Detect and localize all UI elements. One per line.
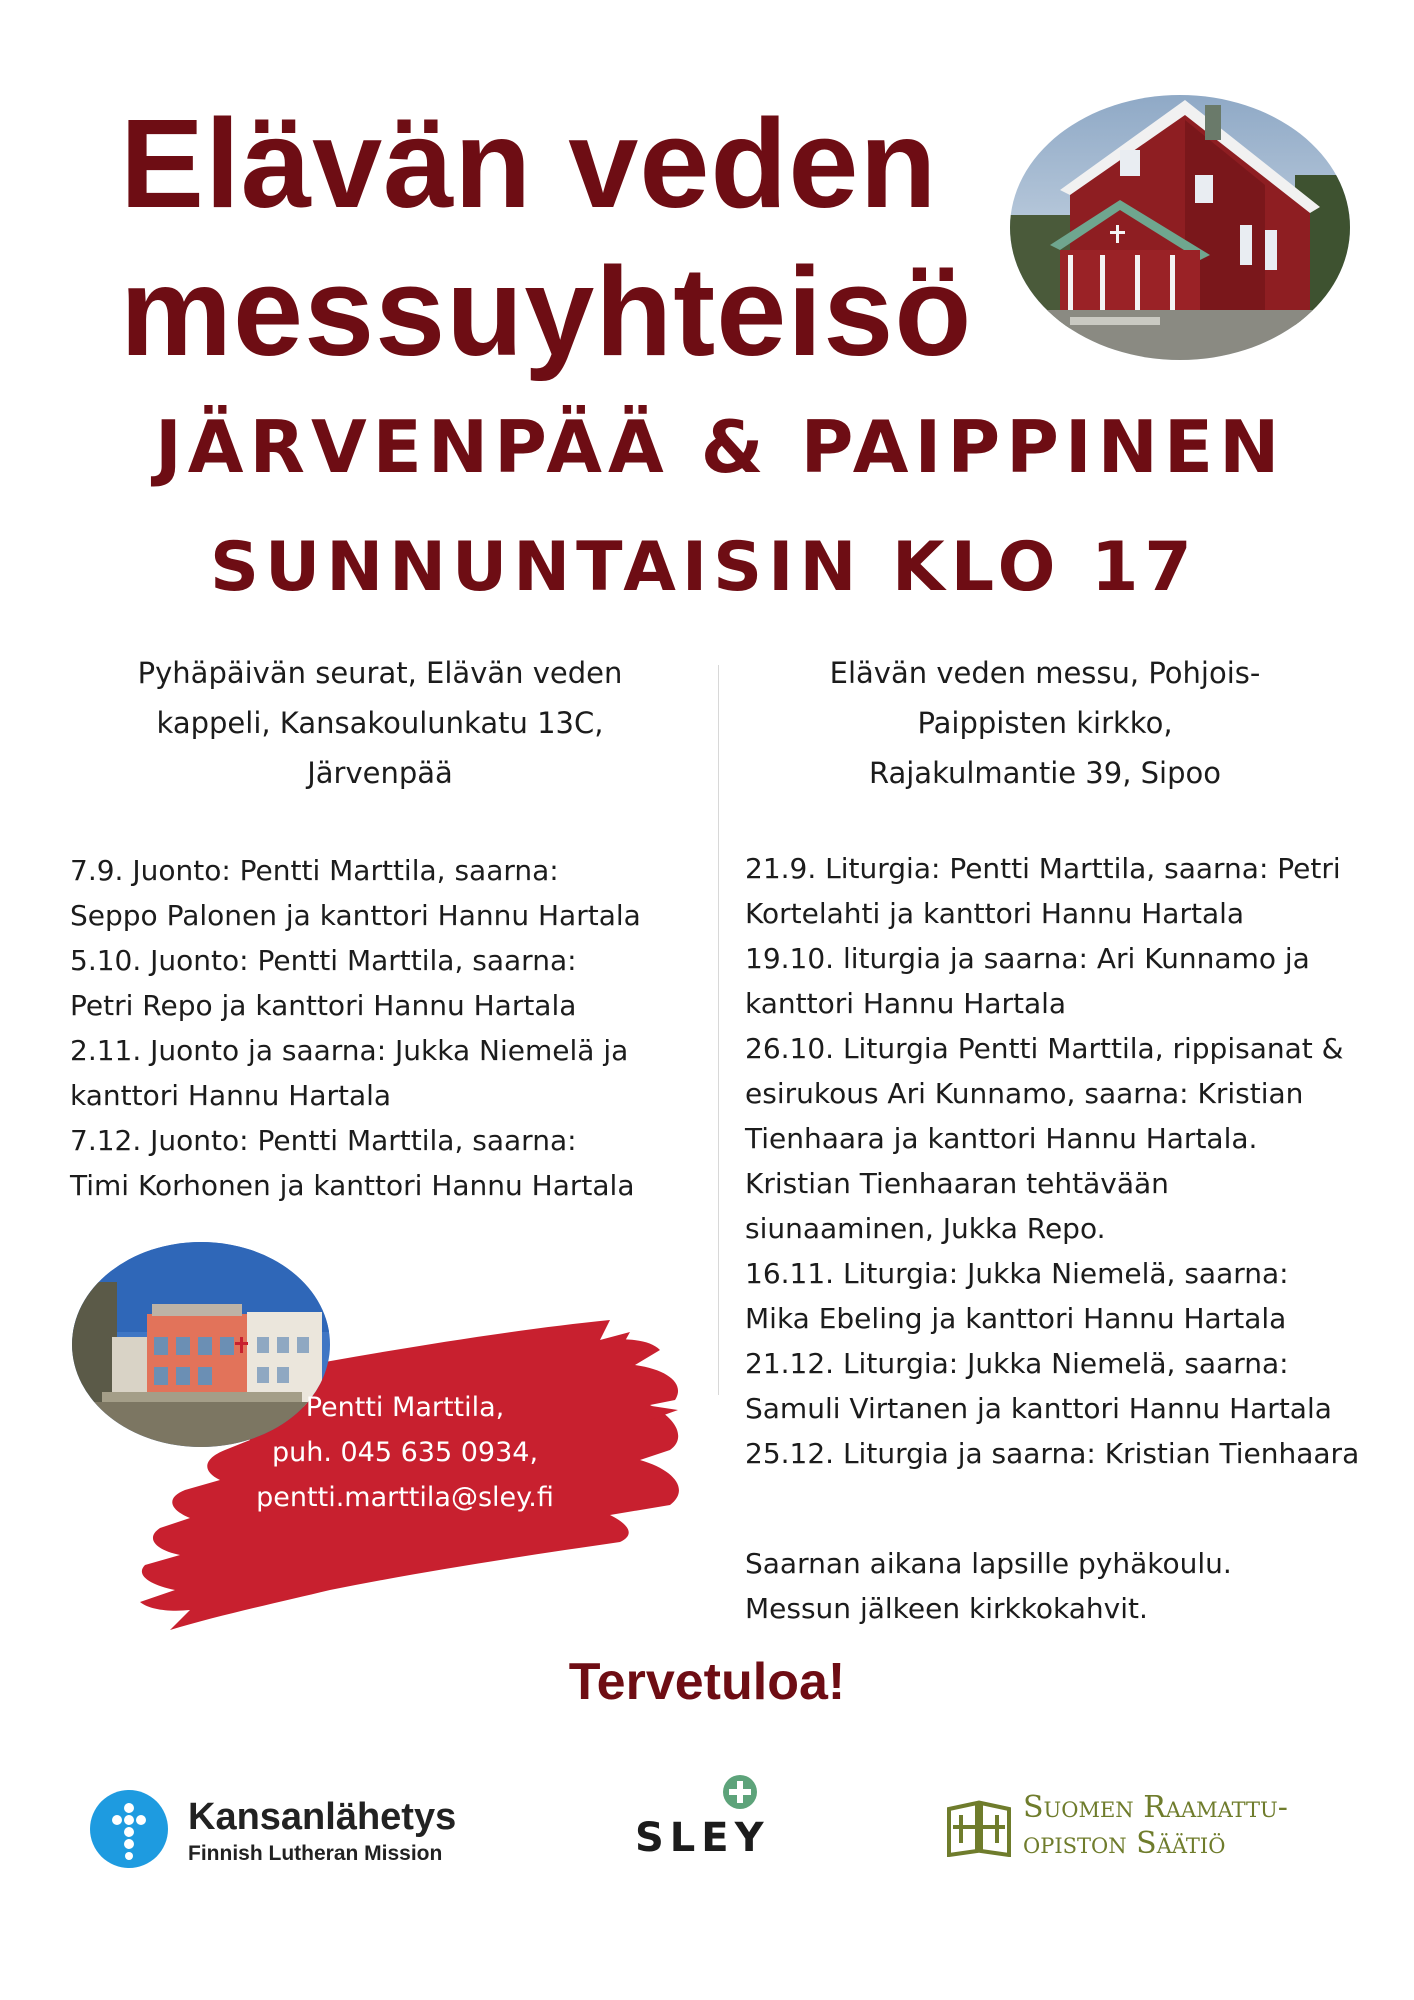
kansanlahetys-subtitle: Finnish Lutheran Mission (188, 1842, 443, 1865)
sley-cross-icon (723, 1775, 757, 1809)
title-line-1: Elävän veden (120, 93, 938, 234)
event-line: Tienhaara ja kanttori Hannu Hartala. (745, 1122, 1258, 1155)
event-line: 21.9. Liturgia: Pentti Marttila, saarna: Petri (745, 852, 1341, 885)
right-notes (745, 1541, 1395, 1631)
left-column (70, 648, 690, 1208)
event-line: Kortelahti ja kanttori Hannu Hartala (745, 897, 1245, 930)
event-line: Petri Repo ja kanttori Hannu Hartala (70, 989, 577, 1022)
raamattuopisto-logo (945, 1790, 1345, 1870)
welcome-text: Tervetuloa! (568, 1653, 846, 1711)
sley-wordmark: SLEY (635, 1815, 770, 1861)
subtitle-locations: JÄRVENPÄÄ & PAIPPINEN (155, 405, 1286, 489)
event-line: Seppo Palonen ja kanttori Hannu Hartala (70, 899, 641, 932)
event-line: 5.10. Juonto: Pentti Marttila, saarna: (70, 944, 577, 977)
column-divider (718, 665, 719, 1395)
right-column (745, 648, 1395, 1631)
right-event-list (745, 846, 1395, 1476)
contact-phone[interactable]: puh. 045 635 0934, (271, 1437, 539, 1468)
event-line: 2.11. Juonto ja saarna: Jukka Niemelä ja (70, 1034, 629, 1067)
contact-email[interactable]: pentti.marttila@sley.fi (256, 1482, 554, 1513)
contact-info (215, 1385, 595, 1520)
right-heading-line: Elävän veden messu, Pohjois- (829, 656, 1261, 690)
right-heading-line: Paippisten kirkko, (917, 706, 1173, 740)
page-title (120, 90, 1020, 386)
note-line: Messun jälkeen kirkkokahvit. (745, 1592, 1148, 1625)
event-line: 25.12. Liturgia ja saarna: Kristian Tienhaara (745, 1437, 1360, 1470)
left-heading-line: kappeli, Kansakoulunkatu 13C, (156, 706, 604, 740)
event-line: Kristian Tienhaaran tehtävään (745, 1167, 1169, 1200)
open-book-icon (945, 1795, 1013, 1857)
kansanlahetys-logo (90, 1790, 510, 1870)
left-heading-line: Järvenpää (307, 756, 453, 790)
subtitle-time: SUNNUNTAISIN KLO 17 (210, 528, 1198, 607)
kansanlahetys-cross-icon (90, 1790, 168, 1868)
church-photo (1010, 95, 1350, 360)
note-line: Saarnan aikana lapsille pyhäkoulu. (745, 1547, 1232, 1580)
event-line: Timi Korhonen ja kanttori Hannu Hartala (70, 1169, 635, 1202)
right-venue-heading (745, 648, 1345, 798)
sley-logo (635, 1775, 775, 1875)
right-heading-line: Rajakulmantie 39, Sipoo (868, 756, 1222, 790)
event-line: 19.10. liturgia ja saarna: Ari Kunnamo ja (745, 942, 1310, 975)
event-line: Samuli Virtanen ja kanttori Hannu Hartala (745, 1392, 1332, 1425)
left-event-list (70, 848, 690, 1208)
left-venue-heading (70, 648, 690, 798)
event-line: esirukous Ari Kunnamo, saarna: Kristian (745, 1077, 1304, 1110)
event-line: 7.9. Juonto: Pentti Marttila, saarna: (70, 854, 559, 887)
raamattuopisto-line-2: opiston Säätiö (1023, 1826, 1226, 1861)
contact-name: Pentti Marttila, (305, 1392, 505, 1423)
event-line: 26.10. Liturgia Pentti Marttila, rippisanat & (745, 1032, 1344, 1065)
title-line-2: messuyhteisö (120, 241, 973, 382)
left-heading-line: Pyhäpäivän seurat, Elävän veden (137, 656, 623, 690)
event-line: siunaaminen, Jukka Repo. (745, 1212, 1106, 1245)
event-line: 7.12. Juonto: Pentti Marttila, saarna: (70, 1124, 577, 1157)
event-line: Mika Ebeling ja kanttori Hannu Hartala (745, 1302, 1287, 1335)
event-line: 21.12. Liturgia: Jukka Niemelä, saarna: (745, 1347, 1289, 1380)
event-line: 16.11. Liturgia: Jukka Niemelä, saarna: (745, 1257, 1289, 1290)
raamattuopisto-line-1: Suomen Raamattu- (1023, 1790, 1288, 1825)
event-line: kanttori Hannu Hartala (745, 987, 1067, 1020)
kansanlahetys-name: Kansanlähetys (188, 1796, 457, 1838)
event-line: kanttori Hannu Hartala (70, 1079, 392, 1112)
